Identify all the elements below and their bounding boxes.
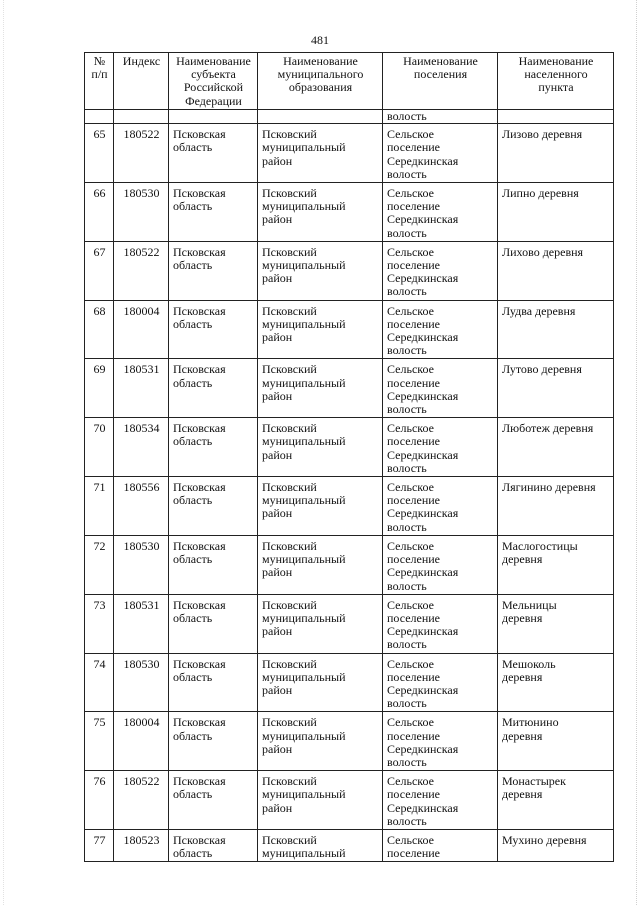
federal-subject-cell: Псковская область — [169, 771, 258, 830]
row-number-cell: 72 — [85, 535, 114, 594]
table-row — [85, 594, 614, 653]
municipality-cell: Псковский муниципальный район — [258, 477, 383, 536]
postal-index-cell: 180004 — [114, 712, 169, 771]
table-cell — [85, 110, 114, 124]
municipality-cell: Псковский муниципальный район — [258, 712, 383, 771]
federal-subject-cell: Псковская область — [169, 477, 258, 536]
settlement-cell: Сельское поселение Середкинская волость — [383, 477, 498, 536]
federal-subject-cell: Псковская область — [169, 712, 258, 771]
municipality-cell: Псковский муниципальный — [258, 829, 383, 861]
table-header-row — [85, 53, 614, 110]
row-number-cell: 69 — [85, 359, 114, 418]
table-row — [85, 418, 614, 477]
table-cell — [169, 110, 258, 124]
header-index: Индекс — [114, 53, 169, 110]
header-settlement: Наименование поселения — [383, 53, 498, 110]
federal-subject-cell: Псковская область — [169, 829, 258, 861]
row-number-cell: 65 — [85, 124, 114, 183]
locality-cell: Липно деревня — [498, 183, 614, 242]
settlement-cell: Сельское поселение Середкинская волость — [383, 124, 498, 183]
row-number-cell: 66 — [85, 183, 114, 242]
table-body — [85, 110, 614, 862]
header-locality: Наименование населенного пункта — [498, 53, 614, 110]
locality-cell: Лихово деревня — [498, 241, 614, 300]
postal-index-cell: 180531 — [114, 594, 169, 653]
locality-cell: Маслогостицы деревня — [498, 535, 614, 594]
locality-cell: Лутово деревня — [498, 359, 614, 418]
table-cell — [114, 110, 169, 124]
locality-cell: Мешоколь деревня — [498, 653, 614, 712]
table-cell — [258, 110, 383, 124]
federal-subject-cell: Псковская область — [169, 653, 258, 712]
locality-cell: Лудва деревня — [498, 300, 614, 359]
settlement-cell: Сельское поселение Середкинская волость — [383, 418, 498, 477]
header-municipality: Наименование муниципального образования — [258, 53, 383, 110]
settlements-table — [84, 52, 614, 862]
federal-subject-cell: Псковская область — [169, 241, 258, 300]
table-row — [85, 771, 614, 830]
federal-subject-cell: Псковская область — [169, 535, 258, 594]
settlement-cell: Сельское поселение — [383, 829, 498, 861]
federal-subject-cell: Псковская область — [169, 359, 258, 418]
settlement-cell: Сельское поселение Середкинская волость — [383, 771, 498, 830]
postal-index-cell: 180530 — [114, 535, 169, 594]
page-number: 481 — [311, 33, 329, 47]
postal-index-cell: 180531 — [114, 359, 169, 418]
locality-cell: Люботеж деревня — [498, 418, 614, 477]
row-number-cell: 68 — [85, 300, 114, 359]
row-number-cell: 67 — [85, 241, 114, 300]
table-row — [85, 124, 614, 183]
table-row — [85, 712, 614, 771]
row-number-cell: 70 — [85, 418, 114, 477]
postal-index-cell: 180530 — [114, 653, 169, 712]
table-row — [85, 535, 614, 594]
municipality-cell: Псковский муниципальный район — [258, 124, 383, 183]
row-number-cell: 74 — [85, 653, 114, 712]
federal-subject-cell: Псковская область — [169, 300, 258, 359]
settlement-cell: Сельское поселение Середкинская волость — [383, 183, 498, 242]
locality-cell: Монастырек деревня — [498, 771, 614, 830]
row-number-cell: 71 — [85, 477, 114, 536]
postal-index-cell: 180522 — [114, 771, 169, 830]
row-number-cell: 73 — [85, 594, 114, 653]
federal-subject-cell: Псковская область — [169, 594, 258, 653]
settlement-cell: Сельское поселение Середкинская волость — [383, 594, 498, 653]
postal-index-cell: 180534 — [114, 418, 169, 477]
locality-cell: Мельницы деревня — [498, 594, 614, 653]
postal-index-cell: 180522 — [114, 124, 169, 183]
postal-index-cell: 180522 — [114, 241, 169, 300]
locality-cell: Лягинино деревня — [498, 477, 614, 536]
municipality-cell: Псковский муниципальный район — [258, 653, 383, 712]
table-cell — [498, 110, 614, 124]
scan-edge-right — [635, 0, 637, 905]
locality-cell: Лизово деревня — [498, 124, 614, 183]
table-row — [85, 477, 614, 536]
table-row — [85, 183, 614, 242]
postal-index-cell: 180523 — [114, 829, 169, 861]
municipality-cell: Псковский муниципальный район — [258, 241, 383, 300]
locality-cell: Мухино деревня — [498, 829, 614, 861]
municipality-cell: Псковский муниципальный район — [258, 535, 383, 594]
municipality-cell: Псковский муниципальный район — [258, 594, 383, 653]
locality-cell: Митюнино деревня — [498, 712, 614, 771]
municipality-cell: Псковский муниципальный район — [258, 183, 383, 242]
row-number-cell: 77 — [85, 829, 114, 861]
settlement-cell: Сельское поселение Середкинская волость — [383, 535, 498, 594]
table-row — [85, 653, 614, 712]
settlement-cell: Сельское поселение Середкинская волость — [383, 359, 498, 418]
federal-subject-cell: Псковская область — [169, 124, 258, 183]
table-cell: волость — [383, 110, 498, 124]
postal-index-cell: 180004 — [114, 300, 169, 359]
postal-index-cell: 180556 — [114, 477, 169, 536]
table-row — [85, 359, 614, 418]
table-row — [85, 241, 614, 300]
settlement-cell: Сельское поселение Середкинская волость — [383, 712, 498, 771]
table-row — [85, 829, 614, 861]
header-number: № п/п — [85, 53, 114, 110]
municipality-cell: Псковский муниципальный район — [258, 300, 383, 359]
table-row — [85, 300, 614, 359]
municipality-cell: Псковский муниципальный район — [258, 359, 383, 418]
row-number-cell: 75 — [85, 712, 114, 771]
settlement-cell: Сельское поселение Середкинская волость — [383, 241, 498, 300]
municipality-cell: Псковский муниципальный район — [258, 771, 383, 830]
settlement-cell: Сельское поселение Середкинская волость — [383, 300, 498, 359]
municipality-cell: Псковский муниципальный район — [258, 418, 383, 477]
scan-edge-left — [3, 0, 5, 905]
row-number-cell: 76 — [85, 771, 114, 830]
postal-index-cell: 180530 — [114, 183, 169, 242]
continuation-row — [85, 110, 614, 124]
federal-subject-cell: Псковская область — [169, 418, 258, 477]
header-subject: Наименование субъекта Российской Федерации — [169, 53, 258, 110]
settlement-cell: Сельское поселение Середкинская волость — [383, 653, 498, 712]
federal-subject-cell: Псковская область — [169, 183, 258, 242]
